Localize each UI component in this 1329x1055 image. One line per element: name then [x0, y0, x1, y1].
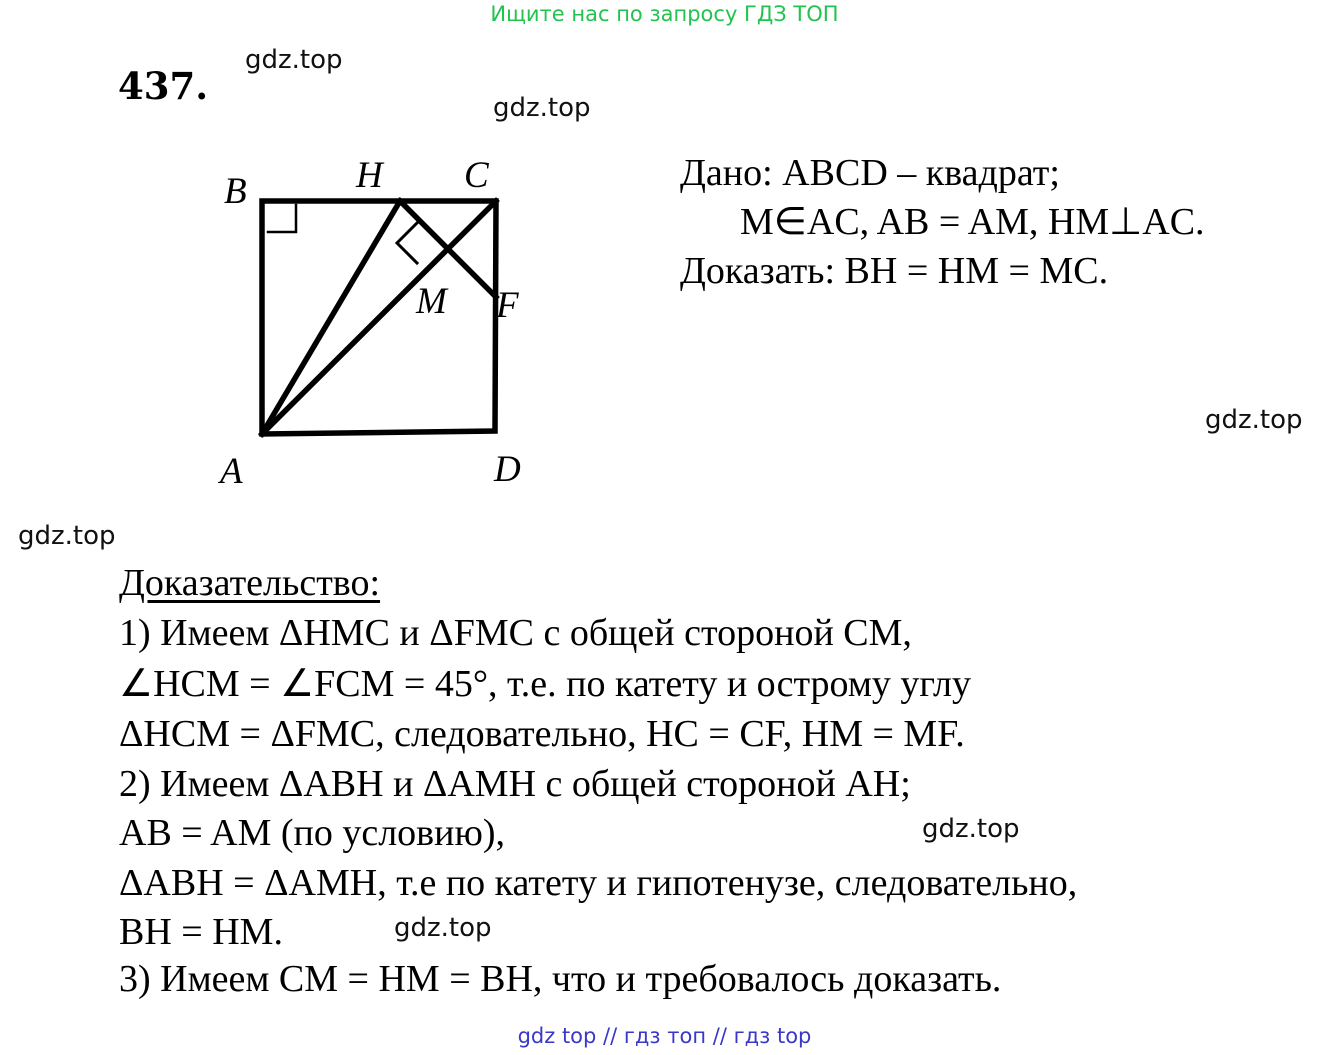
vertex-label-c: C: [464, 155, 489, 196]
vertex-label-f: F: [496, 285, 519, 326]
proof-line: AB = AM (по условию),: [119, 812, 505, 854]
prove-line: Доказать: BH = HM = MC.: [680, 250, 1109, 292]
right-angle-marker-b: [268, 205, 296, 232]
watermark: gdz.top: [493, 93, 591, 123]
diagram-svg: [210, 145, 550, 495]
geometry-diagram: [210, 145, 550, 495]
vertex-label-b: B: [224, 171, 247, 212]
proof-heading: Доказательство:: [119, 562, 381, 604]
watermark: gdz.top: [394, 913, 492, 943]
footer-banner: gdz top // гдз топ // гдз top: [517, 1024, 812, 1048]
proof-line: 1) Имеем ΔHMC и ΔFMC с общей стороной CM,: [119, 612, 912, 654]
watermark: gdz.top: [245, 45, 343, 75]
problem-number: 437.: [118, 64, 209, 108]
proof-line: BH = HM.: [119, 911, 283, 953]
proof-line: 2) Имеем ΔABH и ΔAMH с общей стороной AH;: [119, 763, 911, 805]
proof-line: 3) Имеем CM = HM = BH, что и требовалось доказать.: [119, 958, 1002, 1000]
proof-line: ΔHCM = ΔFMC, следовательно, HC = CF, HM = MF.: [119, 713, 965, 755]
header-banner: Ищите нас по запросу ГДЗ ТОП: [490, 2, 839, 26]
watermark: gdz.top: [18, 521, 116, 551]
watermark: gdz.top: [1205, 405, 1303, 435]
watermark: gdz.top: [922, 814, 1020, 844]
vertex-label-a: A: [220, 451, 243, 492]
vertex-label-h: H: [356, 155, 383, 196]
given-line-1: Дано: ABCD – квадрат;: [680, 152, 1060, 194]
proof-line: ∠HCM = ∠FCM = 45°, т.е. по катету и острому углу: [119, 663, 971, 705]
proof-line: ΔABH = ΔAMH, т.е по катету и гипотенузе, следовательно,: [119, 862, 1078, 904]
right-angle-marker-m: [397, 221, 419, 263]
vertex-label-m: M: [416, 281, 447, 322]
given-line-2: M∈AC, AB = AM, HM⊥AC.: [740, 201, 1205, 243]
vertex-label-d: D: [494, 449, 521, 490]
